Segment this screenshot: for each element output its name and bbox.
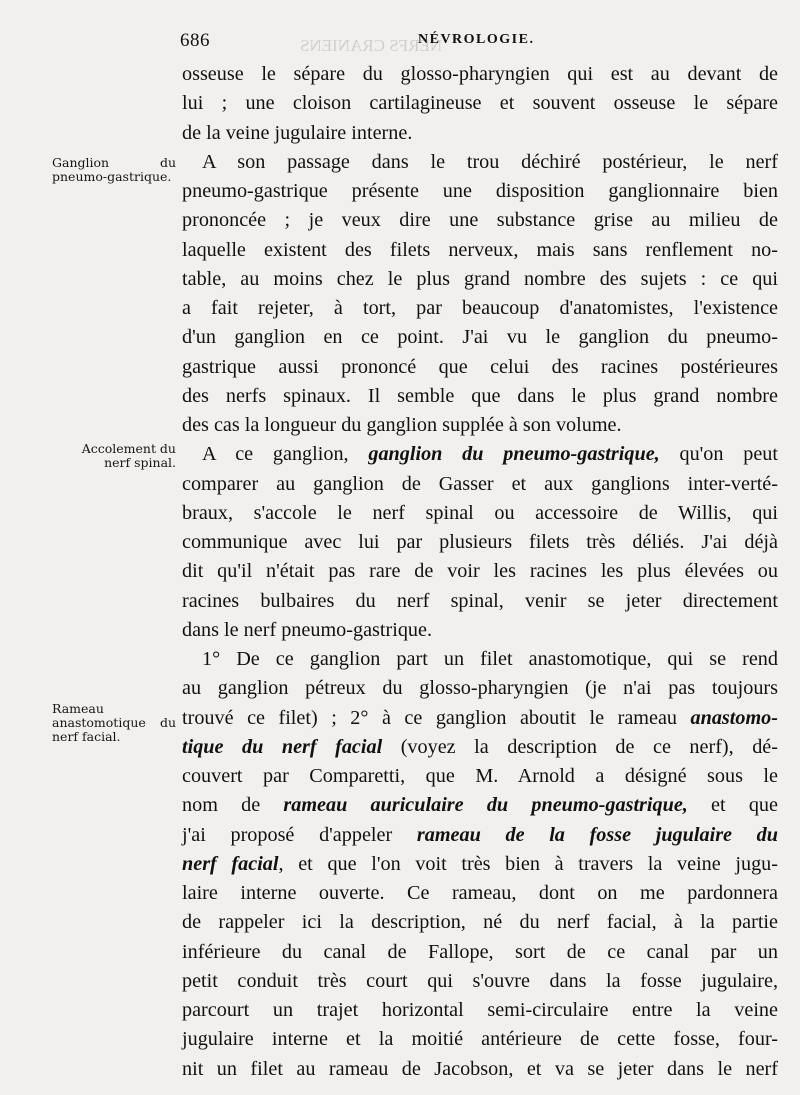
body-text [182, 60, 778, 1084]
text-line: A son passage dans le trou déchiré postérieur, le nerf [202, 150, 778, 173]
text-line: d'un ganglion en ce point. J'ai vu le ganglion du pneumo- [182, 326, 778, 349]
text-line: petit conduit très court qui s'ouvre dans la fosse jugulaire, [182, 969, 778, 992]
italic-term: ganglion du pneumo-gastrique, [368, 443, 660, 466]
text-line: osseuse le sépare du glosso-pharyngien qui est au devant de [182, 63, 778, 85]
margin-note-ganglion: Ganglion du pneumo-gastrique. [52, 155, 176, 184]
text-line: racines bulbaires du nerf spinal, venir se jeter directement [182, 589, 778, 612]
text-line: lui ; une cloison cartilagineuse et souvent osseuse le sépare [182, 92, 778, 115]
text-line: nit un filet au rameau de Jacobson, et va se jeter dans le nerf [182, 1057, 778, 1080]
page-number: 686 [180, 30, 210, 51]
bleed-through-text: NERFS CRANIENS [300, 36, 443, 55]
text-line: braux, s'accole le nerf spinal ou accessoire de Willis, qui [182, 501, 778, 524]
running-title: NÉVROLOGIE. [418, 32, 535, 47]
text-line-mixed [182, 440, 778, 469]
text-line: des nerfs spinaux. Il semble que dans le plus grand nombre [182, 384, 778, 407]
italic-term: rameau de la fosse jugulaire du [416, 823, 778, 846]
text-segment: et que [687, 794, 778, 817]
text-segment: qu'on peut [659, 443, 779, 466]
text-line: comparer au ganglion de Gasser et aux ganglions inter-verté- [182, 472, 778, 495]
text-line: des cas la longueur du ganglion supplée à son volume. [182, 414, 622, 436]
text-segment: nom de [182, 794, 284, 817]
text-line: de rappeler ici la description, né du nerf facial, à la partie [182, 911, 778, 934]
text-line: parcourt un trajet horizontal semi-circulaire entre la veine [182, 999, 778, 1021]
text-segment: trouvé ce filet) ; 2° à ce ganglion aboutit le rameau [182, 706, 691, 729]
text-segment: A ce ganglion, [202, 443, 369, 466]
text-line: communique avec lui par plusieurs filets très déliés. J'ai déjà [182, 531, 778, 553]
text-line-mixed [182, 704, 778, 733]
italic-term: nerf facial [182, 852, 279, 875]
italic-term: tique du nerf facial [182, 735, 383, 758]
text-line: laire interne ouverte. Ce rameau, dont on me pardonnera [182, 882, 778, 904]
text-line-mixed [182, 791, 778, 820]
margin-note-accolement: Accolement du nerf spinal. [81, 441, 176, 470]
text-line: couvert par Comparetti, que M. Arnold a désigné sous le [182, 765, 778, 787]
italic-term: anastomo- [690, 706, 778, 729]
text-line: table, au moins chez le plus grand nombre des sujets : ce qui [182, 267, 778, 290]
text-line: laquelle existent des filets nerveux, mais sans renflement no- [182, 238, 778, 261]
margin-note-rameau: Rameau anastomotique du nerf facial. [52, 701, 176, 744]
text-line-mixed [182, 733, 778, 762]
italic-term: rameau auriculaire du pneumo-gastrique, [283, 794, 688, 817]
text-line: prononcée ; je veux dire une substance grise au milieu de [182, 209, 778, 232]
text-line: au ganglion pétreux du glosso-pharyngien (je n'ai pas toujours [182, 677, 778, 700]
text-line: dit qu'il n'était pas rare de voir les racines les plus élevées ou [182, 560, 778, 583]
text-line-mixed [182, 850, 778, 879]
text-segment: (voyez la description de ce nerf), dé- [382, 735, 778, 758]
text-line: dans le nerf pneumo-gastrique. [182, 618, 433, 641]
text-line: gastrique aussi prononcé que celui des racines postérieures [182, 355, 778, 378]
text-line: pneumo-gastrique présente une disposition ganglionnaire bien [182, 180, 778, 202]
text-line: 1° De ce ganglion part un filet anastomotique, qui se rend [202, 648, 778, 670]
text-segment: j'ai proposé d'appeler [182, 823, 417, 846]
text-line: inférieure du canal de Fallope, sort de ce canal par un [182, 940, 778, 963]
text-line: a fait rejeter, à tort, par beaucoup d'anatomistes, l'existence [182, 297, 778, 319]
text-line-mixed [182, 821, 778, 850]
text-line: jugulaire interne et la moitié antérieure de cette fosse, four- [182, 1028, 778, 1051]
text-segment: , et que l'on voit très bien à travers la veine jugu- [278, 852, 778, 875]
text-line: de la veine jugulaire interne. [182, 121, 413, 144]
